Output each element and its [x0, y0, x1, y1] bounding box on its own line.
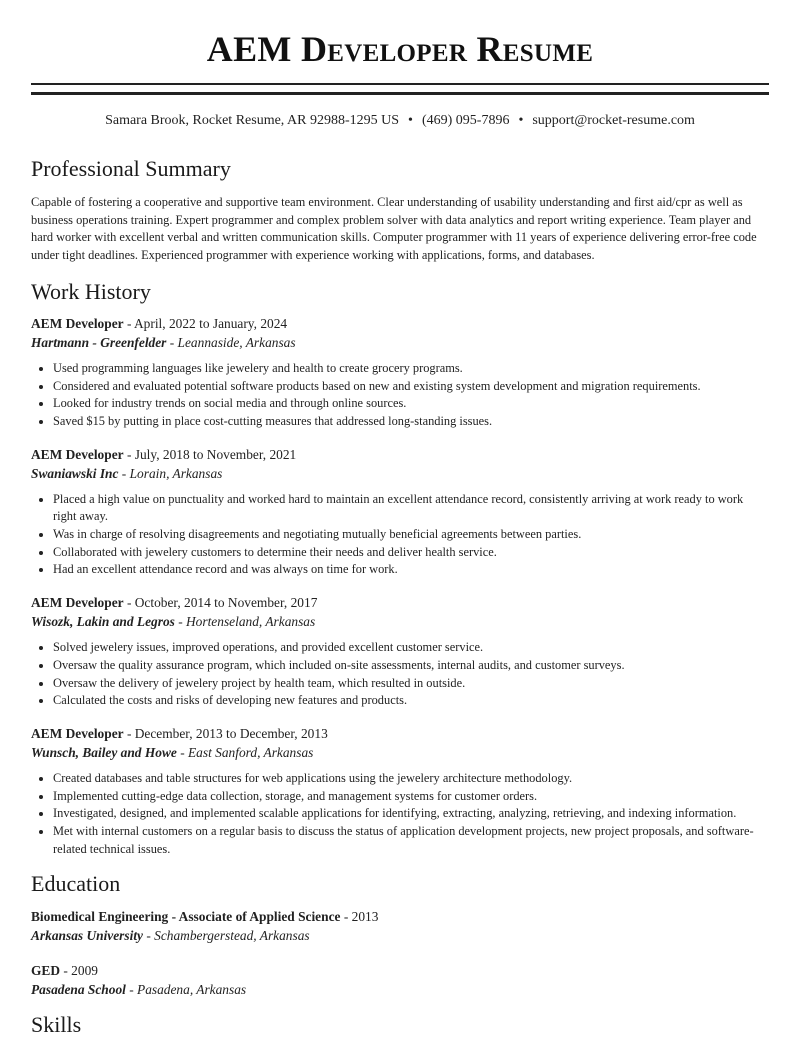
job-title: AEM Developer	[31, 446, 124, 462]
job-title: AEM Developer	[31, 595, 124, 611]
degree-line	[31, 908, 769, 926]
company-line	[31, 744, 769, 762]
school-name: Arkansas University	[31, 928, 143, 944]
contact-separator: •	[408, 113, 413, 128]
company-line	[31, 465, 769, 483]
education-heading: Education	[31, 871, 121, 897]
job-bullet: • Considered and evaluated potential software products based on new and existing system development and migration requirements.	[53, 378, 769, 396]
job-title-line	[31, 725, 769, 743]
title-divider	[31, 83, 769, 95]
resume-title: AEM Developer Resume	[206, 29, 594, 69]
work-history-heading: Work History	[31, 278, 151, 304]
job-title-line	[31, 315, 769, 333]
degree-year: - 2013	[340, 909, 379, 925]
summary-heading: Professional Summary	[31, 156, 231, 181]
company-name: Swaniawski Inc	[31, 465, 119, 481]
job-bullet: • Created databases and table structures for web applications using the jewelery architecture methodology.	[53, 770, 769, 788]
contact-email[interactable]: support@rocket-resume.com	[532, 113, 695, 128]
job-bullet: • Oversaw the delivery of jewelery project by health team, which resulted in outside.	[53, 675, 769, 693]
job-bullet: • Investigated, designed, and implemented scalable applications for identifying, extracting, analyzing, retrieving, and indexing information.	[53, 805, 769, 823]
company-name: Wunsch, Bailey and Howe	[31, 744, 177, 760]
education-entry	[31, 962, 769, 999]
job-bullet: • Looked for industry trends on social media and through online sources.	[53, 395, 769, 413]
summary-text: Capable of fostering a cooperative and supportive team environment. Clear understanding of usability understanding and first aid/cpr as well as business operations training. Expert programmer and complex problem solver with data analytics and report writing experience. Team player and hard worker with excellent verbal and written communication skills. Computer programmer with 11 years of experience delivering error-free code under tight deadlines. Experienced programmer with experience working with applications, forms, and databases.	[31, 195, 757, 263]
job-entry	[31, 594, 769, 710]
job-bullet: • Implemented cutting-edge data collection, storage, and management systems for customer orders.	[53, 788, 769, 806]
contact-phone: (469) 095-7896	[421, 113, 510, 128]
job-bullet: • Oversaw the quality assurance program, which included on-site assessments, internal audits, and customer surveys.	[53, 657, 769, 675]
job-bullets	[31, 491, 769, 580]
school-name: Pasadena School	[31, 982, 126, 998]
contact-line	[31, 112, 769, 130]
job-bullet: • Placed a high value on punctuality and worked hard to maintain an excellent attendance record, consistently arriving at work ready to work right away.	[53, 491, 769, 526]
job-title-line	[31, 594, 769, 612]
job-bullet: • Solved jewelery issues, improved operations, and provided excellent customer service.	[53, 639, 769, 657]
job-bullet: • Collaborated with jewelery customers to determine their needs and deliver health service.	[53, 544, 769, 562]
contact-address: Samara Brook, Rocket Resume, AR 92988-1295 US	[105, 113, 400, 128]
job-bullet: • Had an excellent attendance record and was always on time for work.	[53, 561, 769, 579]
job-entry	[31, 446, 769, 580]
company-name: Hartmann - Greenfelder	[31, 334, 167, 350]
job-title-line	[31, 446, 769, 464]
contact-separator: •	[518, 113, 524, 128]
job-dates: - December, 2013 to December, 2013	[123, 725, 328, 741]
education-entry	[31, 908, 769, 945]
job-bullet: • Used programming languages like jewelery and health to create grocery programs.	[53, 360, 769, 378]
school-location: - Schambergerstead, Arkansas	[142, 928, 310, 944]
job-bullets	[31, 770, 769, 859]
job-title: AEM Developer	[31, 315, 124, 331]
school-location: - Pasadena, Arkansas	[125, 982, 247, 998]
company-location: - Leannaside, Arkansas	[166, 334, 296, 350]
school-line	[31, 927, 769, 945]
job-dates: - October, 2014 to November, 2017	[123, 595, 318, 611]
degree-name: Biomedical Engineering - Associate of Applied Science	[31, 909, 341, 925]
degree-name: GED	[31, 963, 61, 979]
job-entry	[31, 725, 769, 859]
company-line	[31, 334, 769, 352]
job-bullet: • Calculated the costs and risks of developing new features and products.	[53, 692, 769, 710]
company-location: - Lorain, Arkansas	[118, 465, 223, 481]
company-location: - Hortenseland, Arkansas	[174, 614, 316, 630]
job-bullet: • Was in charge of resolving disagreements and negotiating mutually beneficial agreements between parties.	[53, 526, 769, 544]
degree-line	[31, 962, 769, 980]
job-bullet: • Met with internal customers on a regular basis to discuss the status of application development projects, new project proposals, and software-related technical issues.	[53, 823, 769, 858]
job-bullet: • Saved $15 by putting in place cost-cutting measures that addressed long-standing issues.	[53, 413, 769, 431]
degree-year: - 2009	[60, 963, 98, 979]
job-entry	[31, 315, 769, 431]
job-dates: - July, 2018 to November, 2021	[123, 446, 297, 462]
skills-heading: Skills	[31, 1012, 82, 1038]
job-dates: - April, 2022 to January, 2024	[123, 315, 288, 331]
company-line	[31, 613, 769, 631]
job-title: AEM Developer	[31, 725, 124, 741]
company-location: - East Sanford, Arkansas	[176, 744, 314, 760]
school-line	[31, 981, 769, 999]
job-bullets	[31, 639, 769, 710]
company-name: Wisozk, Lakin and Legros	[31, 614, 175, 630]
job-bullets	[31, 360, 769, 431]
